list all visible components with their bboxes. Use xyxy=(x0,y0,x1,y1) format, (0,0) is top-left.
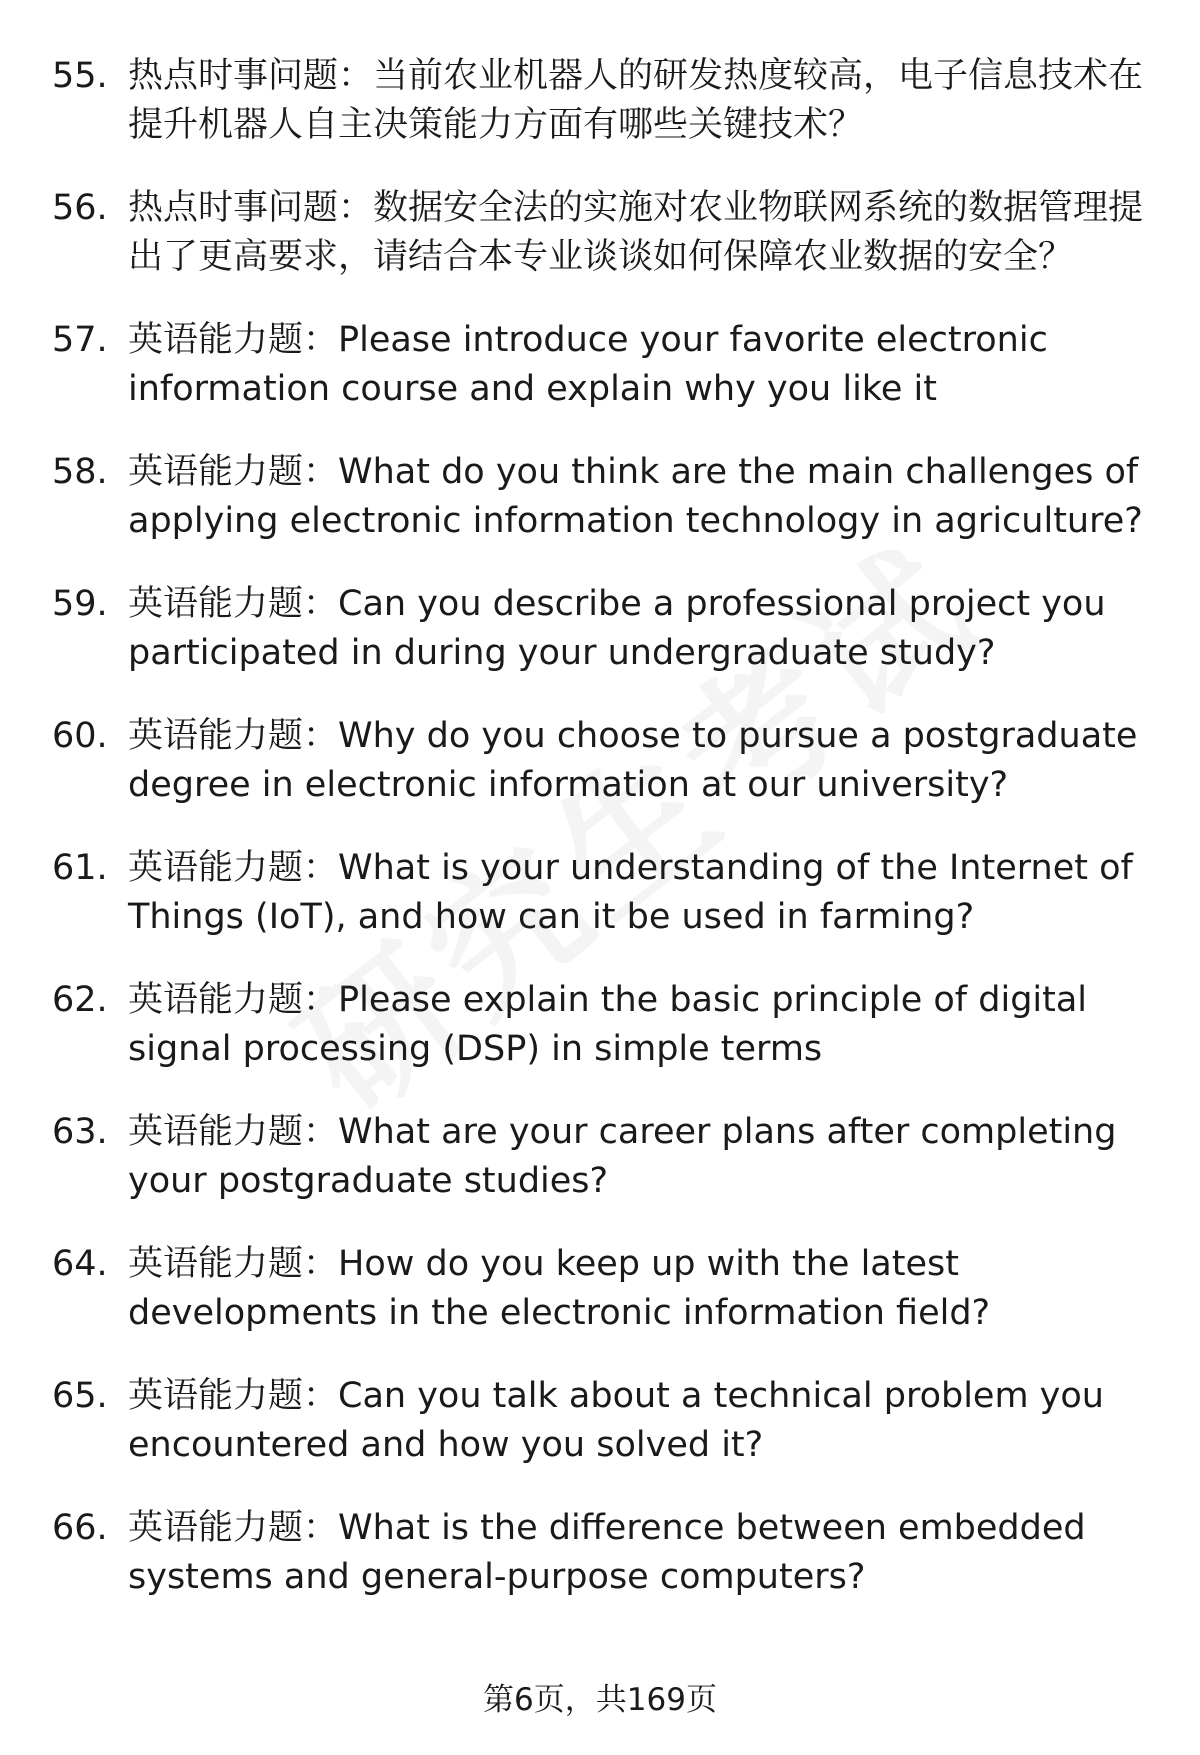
question-number: 62. xyxy=(52,980,108,1020)
question-text: 热点时事问题：当前农业机器人的研发热度较高，电子信息技术在提升机器人自主决策能力方面有哪些关键技术？ xyxy=(128,56,1144,145)
question-text: 英语能力题：What are your career plans after completing your postgraduate studies? xyxy=(128,1112,1117,1201)
question-number: 59. xyxy=(52,584,108,624)
question-number: 66. xyxy=(52,1508,108,1548)
question-text: 英语能力题：How do you keep up with the latest developments in the electronic information field? xyxy=(128,1244,991,1333)
question-number: 58. xyxy=(52,452,108,492)
question-text: 英语能力题：Why do you choose to pursue a postgraduate degree in electronic information at our university? xyxy=(128,716,1138,805)
question-number: 61. xyxy=(52,848,108,888)
list-item xyxy=(0,448,1200,580)
question-text: 英语能力题：Please introduce your favorite electronic information course and explain why you like it xyxy=(128,320,1048,409)
question-number: 63. xyxy=(52,1112,108,1152)
question-list xyxy=(0,52,1200,1636)
question-text: 英语能力题：Can you talk about a technical problem you encountered and how you solved it? xyxy=(128,1376,1104,1465)
question-number: 64. xyxy=(52,1244,108,1284)
question-number: 56. xyxy=(52,188,108,228)
question-number: 57. xyxy=(52,320,108,360)
question-number: 55. xyxy=(52,56,108,96)
question-text: 热点时事问题：数据安全法的实施对农业物联网系统的数据管理提出了更高要求，请结合本专业谈谈如何保障农业数据的安全？ xyxy=(128,188,1144,277)
question-text: 英语能力题：Please explain the basic principle of digital signal processing (DSP) in simple terms xyxy=(128,980,1088,1069)
list-item xyxy=(0,1372,1200,1504)
list-item xyxy=(0,184,1200,316)
question-number: 60. xyxy=(52,716,108,756)
list-item xyxy=(0,580,1200,712)
list-item xyxy=(0,316,1200,448)
question-text: 英语能力题：What is your understanding of the Internet of Things (IoT), and how can it be used in farming? xyxy=(128,848,1133,937)
list-item xyxy=(0,1108,1200,1240)
question-text: 英语能力题：What is the difference between embedded systems and general-purpose computers? xyxy=(128,1508,1086,1597)
question-text: 英语能力题：Can you describe a professional project you participated in during your undergraduate study? xyxy=(128,584,1106,673)
list-item xyxy=(0,712,1200,844)
list-item xyxy=(0,844,1200,976)
list-item xyxy=(0,52,1200,184)
question-text: 英语能力题：What do you think are the main challenges of applying electronic information technology in agriculture? xyxy=(128,452,1143,541)
question-number: 65. xyxy=(52,1376,108,1416)
list-item xyxy=(0,1240,1200,1372)
page-number: 第6页，共169页 xyxy=(483,1682,717,1718)
list-item xyxy=(0,1504,1200,1636)
list-item xyxy=(0,976,1200,1108)
